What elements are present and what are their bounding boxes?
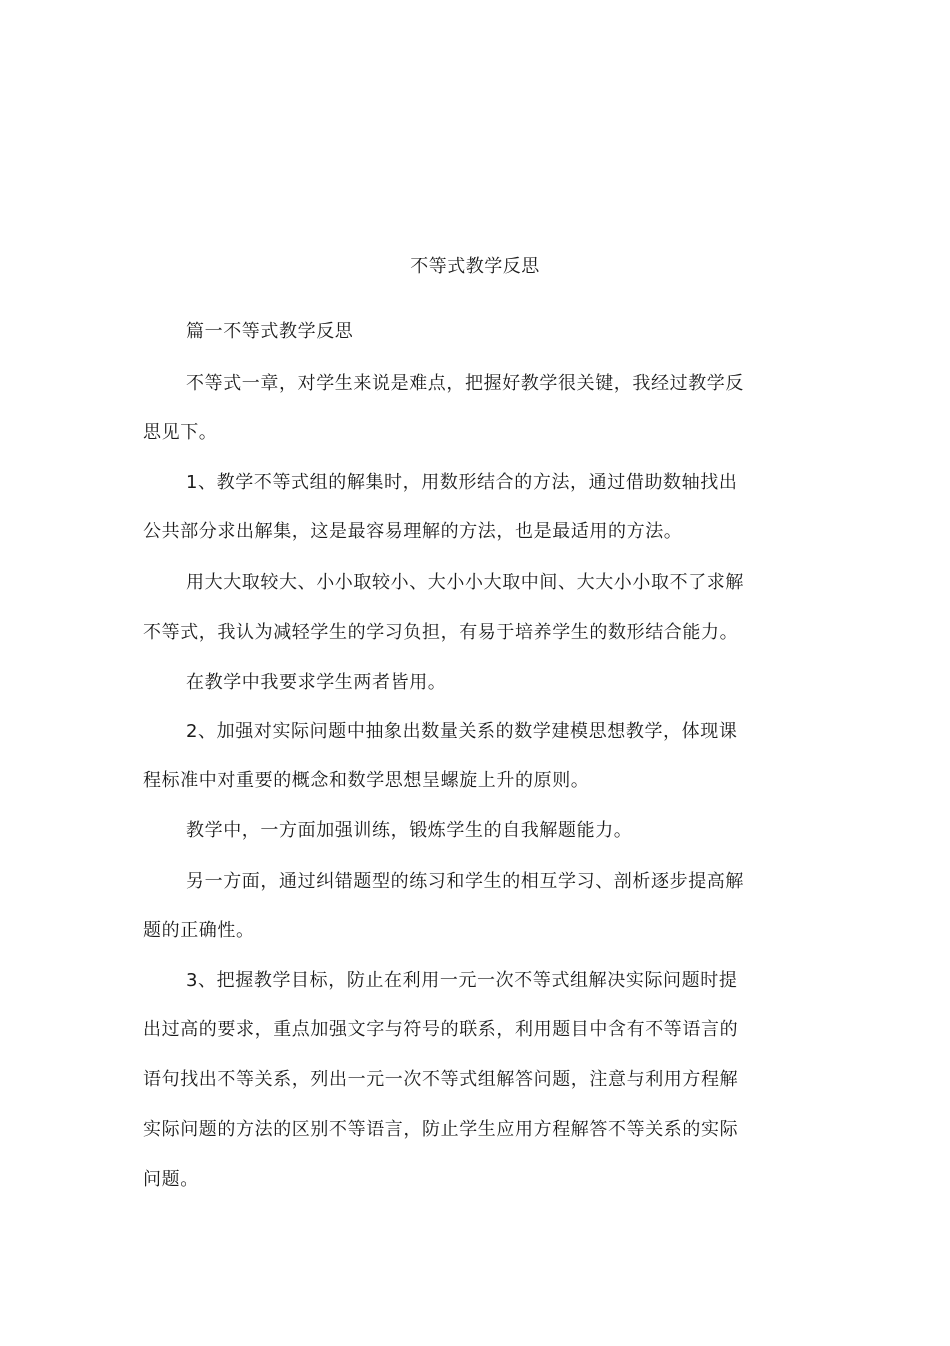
paragraph-line: 在教学中我要求学生两者皆用。 bbox=[186, 672, 447, 693]
paragraph-line: 实际问题的方法的区别不等语言，防止学生应用方程解答不等关系的实际 bbox=[143, 1119, 739, 1140]
paragraph-line: 用大大取较大、小小取较小、大小小大取中间、大大小小取不了求解 bbox=[186, 572, 744, 593]
paragraph-line: 问题。 bbox=[143, 1169, 199, 1190]
paragraph-line: 3、把握教学目标，防止在利用一元一次不等式组解决实际问题时提 bbox=[186, 970, 738, 991]
document-title: 不等式教学反思 bbox=[410, 256, 540, 277]
paragraph-line: 题的正确性。 bbox=[143, 920, 255, 941]
paragraph-line: 出过高的要求，重点加强文字与符号的联系，利用题目中含有不等语言的 bbox=[143, 1019, 739, 1040]
section-heading: 篇一不等式教学反思 bbox=[186, 321, 354, 342]
paragraph-line: 公共部分求出解集，这是最容易理解的方法，也是最适用的方法。 bbox=[143, 521, 683, 542]
paragraph-line: 语句找出不等关系，列出一元一次不等式组解答问题，注意与利用方程解 bbox=[143, 1069, 739, 1090]
paragraph-line: 思见下。 bbox=[143, 422, 218, 443]
paragraph-line: 另一方面，通过纠错题型的练习和学生的相互学习、剖析逐步提高解 bbox=[186, 871, 744, 892]
paragraph-line: 1、教学不等式组的解集时，用数形结合的方法，通过借助数轴找出 bbox=[186, 472, 738, 493]
paragraph-line: 不等式一章，对学生来说是难点，把握好教学很关键，我经过教学反 bbox=[186, 373, 744, 394]
paragraph-line: 不等式，我认为减轻学生的学习负担，有易于培养学生的数形结合能力。 bbox=[143, 622, 739, 643]
paragraph-line: 2、加强对实际问题中抽象出数量关系的数学建模思想教学，体现课 bbox=[186, 721, 738, 742]
paragraph-line: 教学中，一方面加强训练，锻炼学生的自我解题能力。 bbox=[186, 820, 633, 841]
paragraph-line: 程标准中对重要的概念和数学思想呈螺旋上升的原则。 bbox=[143, 770, 590, 791]
